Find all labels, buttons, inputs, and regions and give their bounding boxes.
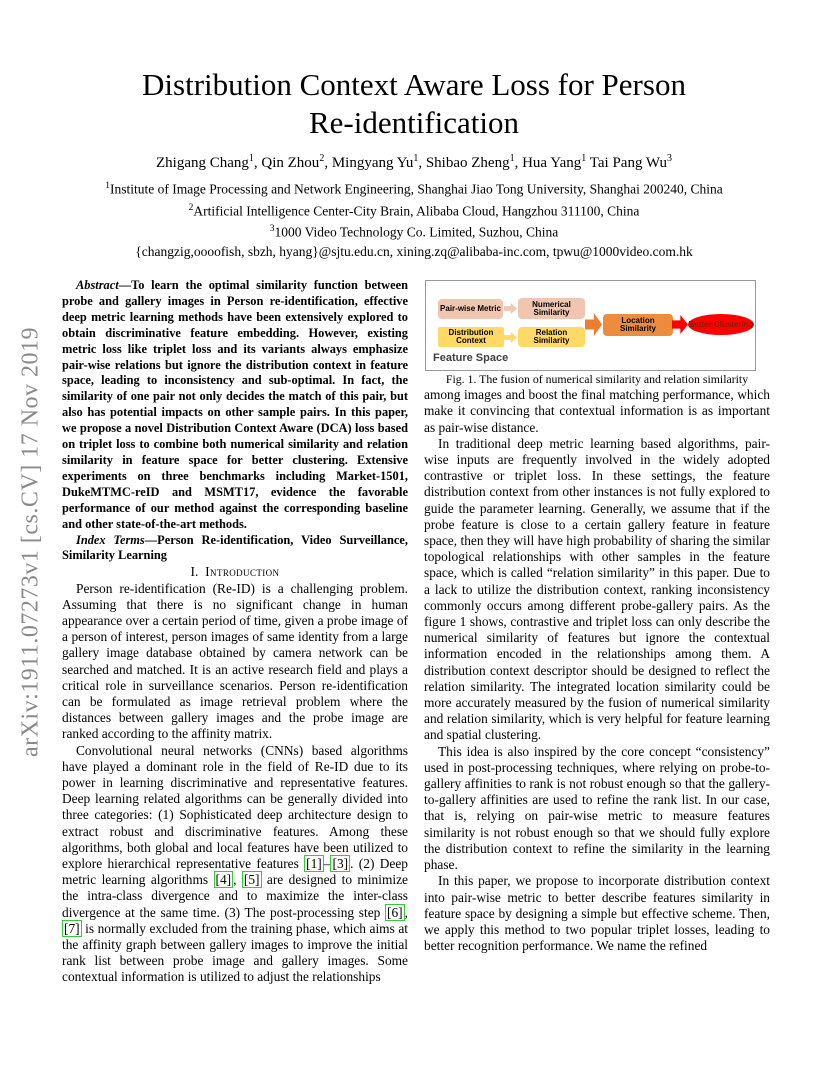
node-numerical-similarity: Numerical Similarity <box>518 298 585 319</box>
citation-link[interactable]: [3] <box>332 855 349 871</box>
index-terms-label: Index Terms <box>76 532 145 547</box>
arrow-merge-icon <box>585 313 602 336</box>
section-heading-introduction: I. Introduction <box>190 564 280 580</box>
abstract-label: Abstract <box>76 278 119 292</box>
author: Mingyang Yu$^1$, <box>331 153 426 171</box>
citation-link[interactable]: [4] <box>215 872 232 888</box>
citation-link[interactable]: [1] <box>306 855 322 871</box>
citation-link[interactable]: [6] <box>387 904 403 920</box>
index-terms-paragraph: Index Terms—Person Re-identification, Video Surveillance, Similarity Learning <box>62 532 408 563</box>
node-relation-similarity: Relation Similarity <box>518 327 585 347</box>
right-column <box>424 278 770 954</box>
figure-1-caption: Fig. 1. The fusion of numerical similarity and relation similarity <box>445 372 749 386</box>
node-pairwise-metric: Pair-wise Metric <box>438 299 503 319</box>
citation-link[interactable]: [7] <box>64 920 80 936</box>
paper-title-line1: Distribution Context Aware Loss for Person <box>142 67 686 102</box>
node-distribution-context: Distribution Context <box>438 327 504 347</box>
node-location-similarity: Location Similarity <box>603 314 673 336</box>
paper-title <box>0 66 828 142</box>
citation-link[interactable]: [5] <box>243 872 260 888</box>
intro-paragraph-2-continued: among images and boost the final matching performance, which make it convincing that contextual information is as important as pair-wise distance. <box>424 387 770 435</box>
intro-paragraph-4: This idea is also inspired by the core concept “consistency” used in post-processing techniques, where relying on probe-to-gallery affinities to rank is not robust enough so that the gallery-to-gallery affinities are used to refine the rank list. In our case, that is, relying on pair-wise metric to measure features similarity is not robust enough so that we should fully explore the distribution context to refine the similarity in the learning phase. <box>424 743 770 873</box>
arrow-right-icon <box>504 332 517 343</box>
affiliation-1: $^1$Institute of Image Processing and Network Engineering, Shanghai Jiao Tong University, Shanghai 200240, China <box>105 181 723 197</box>
intro-paragraph-1: Person re-identification (Re-ID) is a challenging problem. Assuming that there is no significant change in human appearance over a certain period of time, given a probe image of a person of interest, person images of same identity from a large gallery image database obtained by camera network can be searched and matched. It is an active research field and plays a critical role in surveillance scenarios. Person re-identification can be formulated as image retrieval problem where the distances between gallery images and the probe image are ranked according to the affinity matrix. <box>62 580 408 742</box>
email-line: {changzig,oooofish, sbzh, hyang}@sjtu.edu.cn, xining.zq@alibaba-inc.com, tpwu@1000video.com.hk <box>135 243 693 259</box>
author: Hua Yang$^1$ <box>522 153 587 171</box>
intro-paragraph-3: In traditional deep metric learning based algorithms, pair-wise inputs are frequently involved in the widely adopted contrastive or triplet loss. In these settings, the feature distribution context from other instances is not fully explored to guide the parameter learning. Generally, we assume that if the probe feature is close to a certain gallery feature in feature space, then they will have high probability of sharing the similar topological relationships with other samples in the feature space, which is called “relation similarity” in this paper. Due to a lack to utilize the distribution context, ranking inconsistency commonly occurs among different probe-gallery pairs. As the figure 1 shows, contrastive and triplet loss can only describe the numerical similarity of features but ignore the contextual information encoded in the relationships among them. A distribution context descriptor should be designed to reflect the relation similarity. The integrated location similarity could be more accurately measured by the fusion of numerical similarity and relation similarity, which is very helpful for feature learning and spatial clustering. <box>424 435 770 743</box>
author: Shibao Zheng$^1$, <box>425 153 523 171</box>
node-better-clustering: Better Clustering <box>688 314 754 335</box>
author-line <box>0 153 828 172</box>
author: Tai Pang Wu$^3$ <box>589 153 672 171</box>
affiliation-2: $^2$Artificial Intelligence Center-City Brain, Alibaba Cloud, Hangzhou 311100, China <box>188 202 640 218</box>
arrow-right-icon <box>504 303 517 314</box>
paper-title-line2: Re-identification <box>308 105 520 140</box>
intro-paragraph-5: In this paper, we propose to incorporate distribution context into pair-wise metric to better describe features similarity in feature space by designing a simple but effective scheme. Then, we apply this method to two popular triplet losses, leading to better recognition performance. We name the refined <box>424 873 770 954</box>
intro-paragraph-2: Convolutional neural networks (CNNs) based algorithms have played a dominant role in the field of Re-ID due to its power in learning discriminative and representative features. Deep learning related algorithms can be generally divided into three categories: (1) Sophisticated deep architecture design to extract robust and discriminative features. Among these algorithms, both global and local features have been utilized to explore hierarchical representative features [1] – [3] . (2) Deep metric learning algorithms [4] , [5] are designed to minimize the intra-class divergence and to maximize the inter-class divergence at the same time. (3) The post-processing step [6] , [7] is normally excluded from the training phase, which aims at the affinity graph between gallery images to improve the initial rank list between probe image and gallery images. Some contextual information is utilized to adjust the relationships <box>62 742 408 985</box>
affiliation-3: $^3$1000 Video Technology Co. Limited, Suzhou, China <box>269 224 559 240</box>
figure-1-diagram <box>425 280 756 371</box>
affiliations-block <box>0 177 828 261</box>
arrow-right-icon <box>672 315 688 334</box>
left-column <box>62 278 408 986</box>
feature-space-label: Feature Space <box>433 351 509 364</box>
author: Zhigang Chang$^1$, <box>155 153 262 171</box>
index-terms-body: Person Re-identification, Video Surveillance, Similarity Learning <box>62 532 408 563</box>
abstract-paragraph: Abstract—To learn the optimal similarity function between probe and gallery images in Person re-identification, effective deep metric learning methods have been extensively explored to obtain discriminative feature embedding. However, existing metric loss like triplet loss and its variants always emphasize pair-wise relations but ignore the distribution context in feature space, leading to inconsistency and sub-optimal. In fact, the similarity of one pair not only decides the match of this pair, but also has potential impacts on other sample pairs. In this paper, we propose a novel Distribution Context Aware (DCA) loss based on triplet loss to combine both numerical similarity and relation similarity in feature space for better clustering. Extensive experiments on three benchmarks including Market-1501, DukeMTMC-reID and MSMT17, evidence the favorable performance of our method against the corresponding baseline and other state-of-the-art methods. <box>62 278 408 531</box>
author: Qin Zhou$^2$, <box>261 153 332 171</box>
abstract-body: To learn the optimal similarity function between probe and gallery images in Person re-identification, effective deep metric learning methods have been extensively explored to obtain discriminative feature embedding. However, existing metric loss like triplet loss and its variants always emphasize pair-wise relations but ignore the distribution context in feature space, leading to inconsistency and sub-optimal. In fact, the similarity of one pair not only decides the match of this pair, but also has potential impacts on other sample pairs. In this paper, we propose a novel Distribution Context Aware (DCA) loss based on triplet loss to combine both numerical similarity and relation similarity in feature space for better clustering. Extensive experiments on three benchmarks including Market-1501, DukeMTMC-reID and MSMT17, evidence the favorable performance of our method against the corresponding baseline and other state-of-the-art methods. <box>62 278 408 531</box>
arxiv-watermark: arXiv:1911.07273v1 [cs.CV] 17 Nov 2019 <box>17 326 44 758</box>
